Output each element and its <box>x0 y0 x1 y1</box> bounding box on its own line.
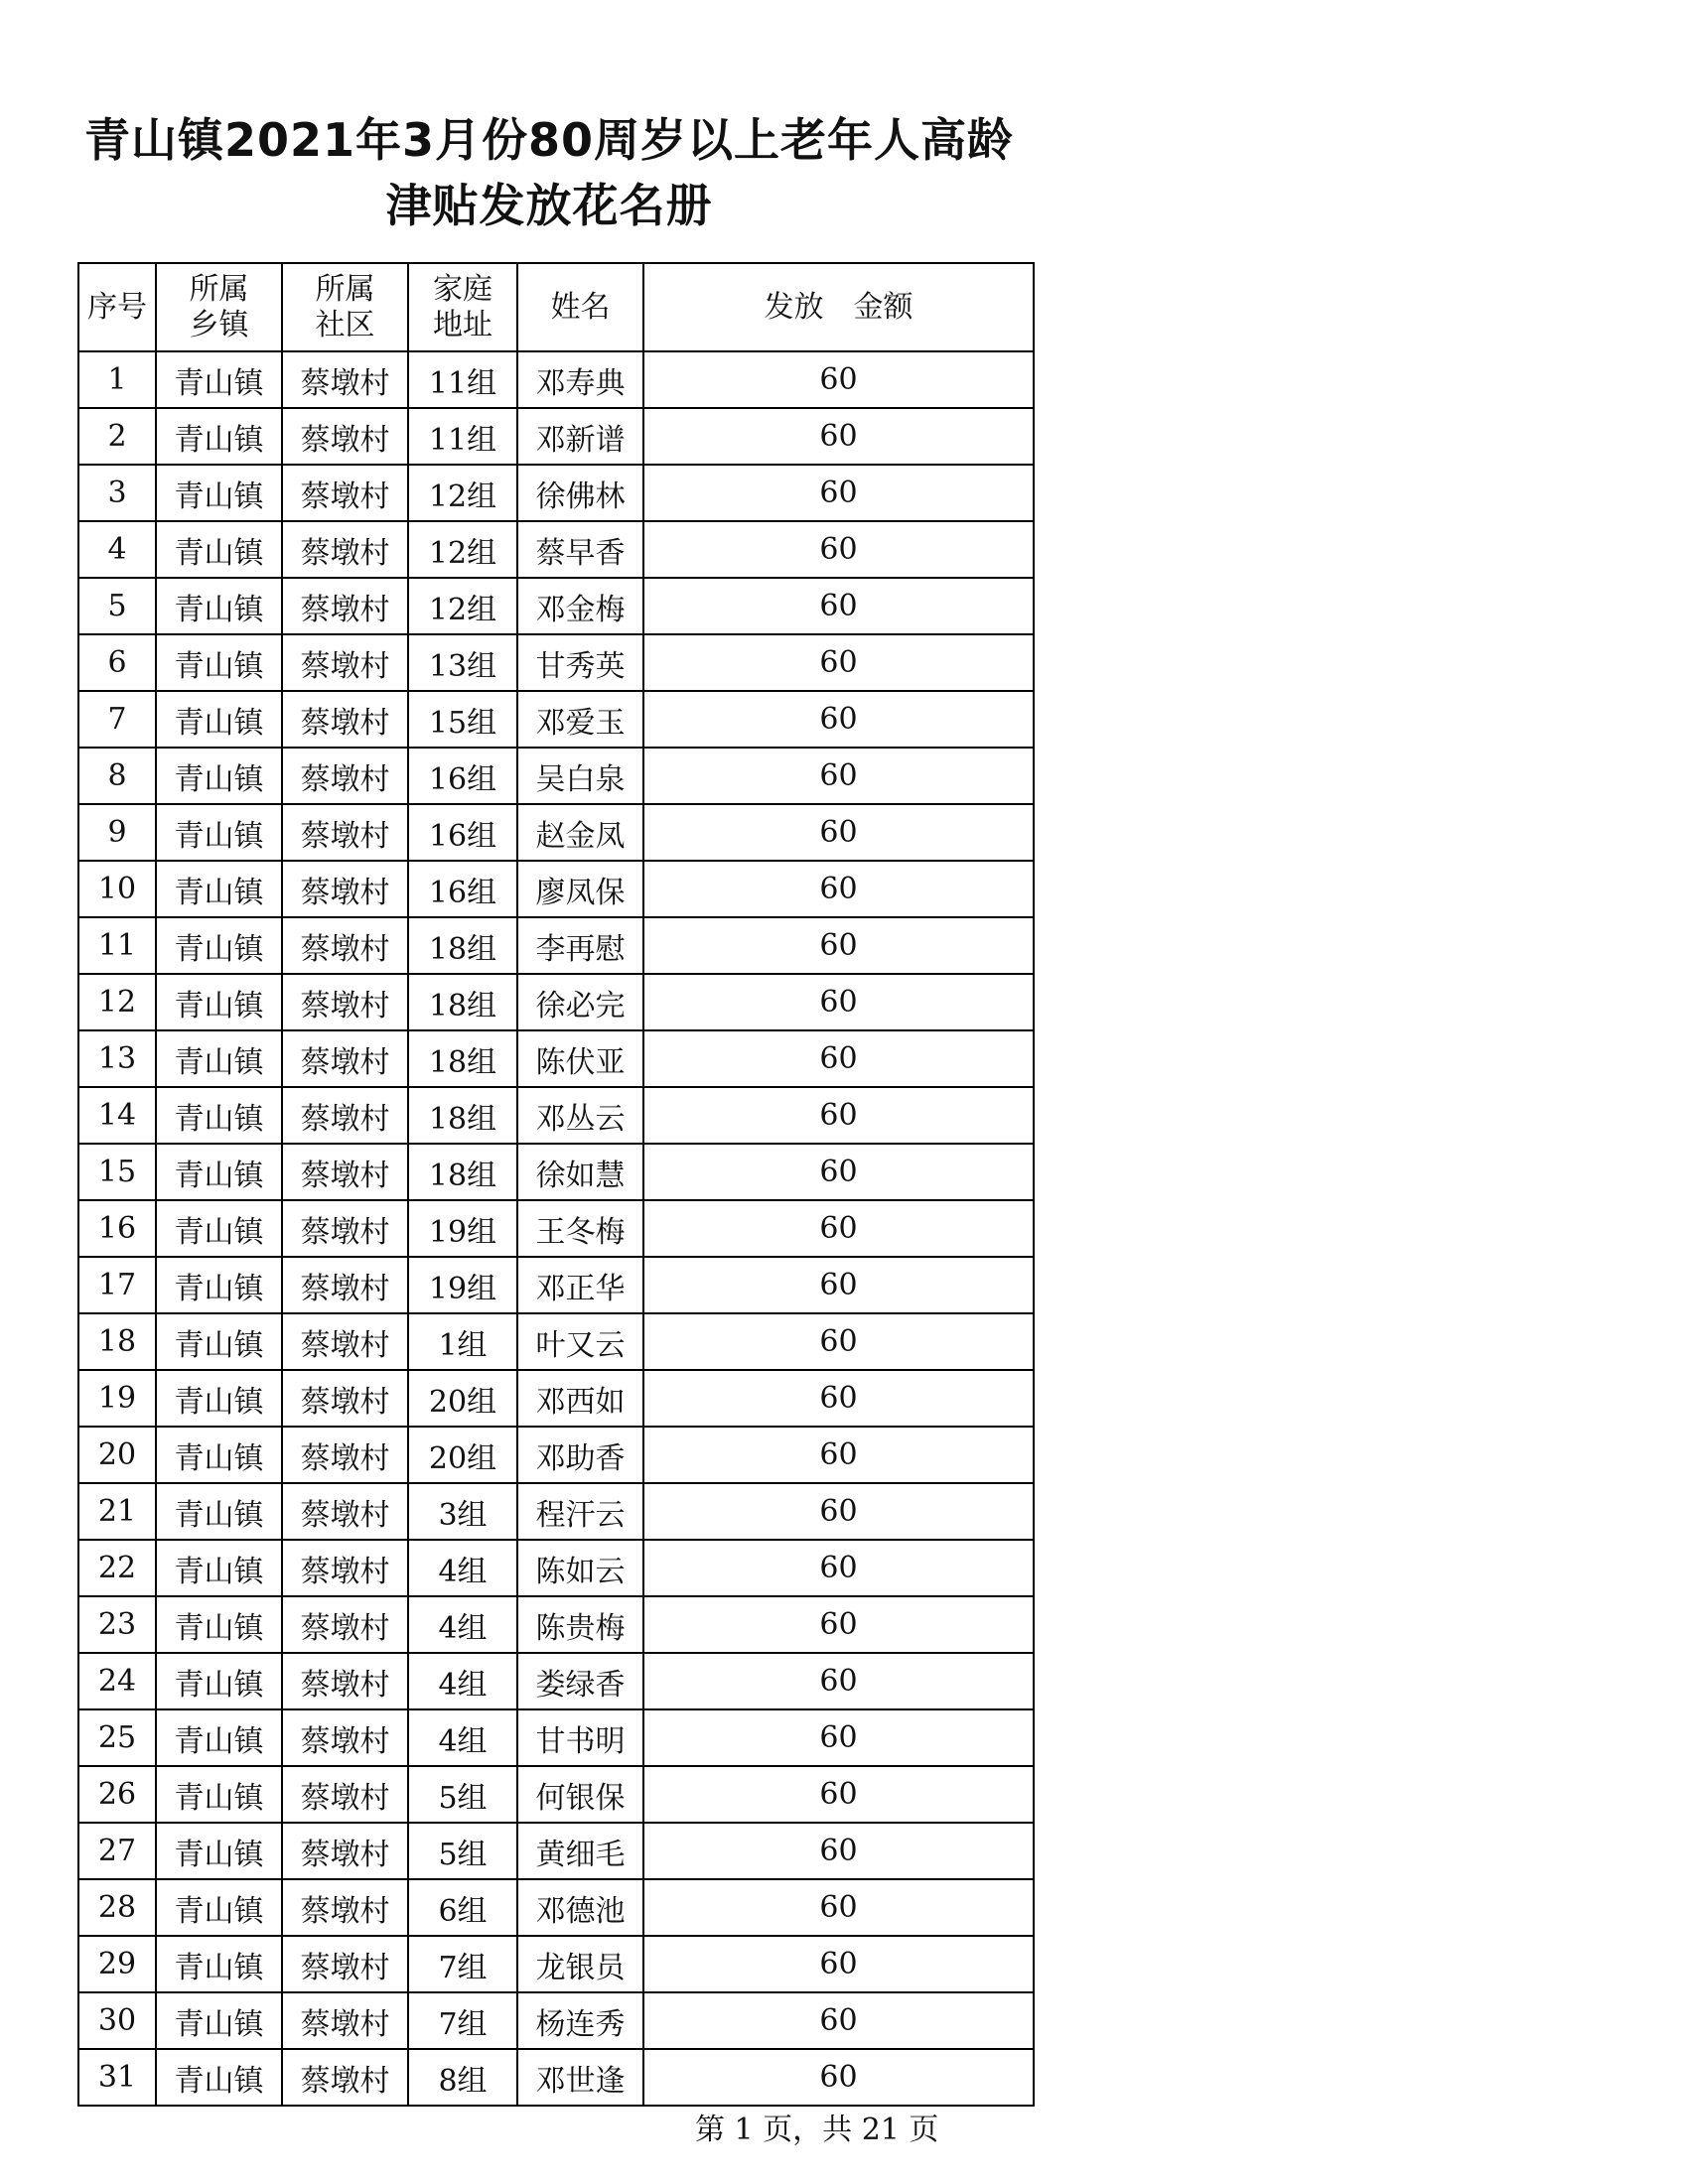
header-amount: 发放 金额 <box>643 263 1034 351</box>
cell-address: 4组 <box>408 1653 517 1709</box>
document-title <box>77 107 1021 238</box>
cell-address: 18组 <box>408 1144 517 1200</box>
cell-amount: 60 <box>643 1879 1034 1936</box>
cell-name: 陈贵梅 <box>517 1596 643 1653</box>
cell-community: 蔡墩村 <box>282 1540 408 1596</box>
cell-name: 邓新谱 <box>517 408 643 465</box>
cell-amount: 60 <box>643 917 1034 974</box>
cell-name: 程汗云 <box>517 1483 643 1540</box>
cell-amount: 60 <box>643 408 1034 465</box>
cell-community: 蔡墩村 <box>282 465 408 521</box>
cell-amount: 60 <box>643 1936 1034 1992</box>
table-row <box>78 1087 1034 1144</box>
table-row <box>78 1257 1034 1313</box>
table-row <box>78 1823 1034 1879</box>
table-row <box>78 804 1034 861</box>
cell-community: 蔡墩村 <box>282 1709 408 1766</box>
cell-address: 11组 <box>408 351 517 408</box>
cell-name: 李再慰 <box>517 917 643 974</box>
cell-name: 黄细毛 <box>517 1823 643 1879</box>
cell-town: 青山镇 <box>156 521 282 578</box>
cell-community: 蔡墩村 <box>282 1936 408 1992</box>
cell-seq: 4 <box>78 521 156 578</box>
header-address: 家庭 地址 <box>408 263 517 351</box>
cell-town: 青山镇 <box>156 1087 282 1144</box>
cell-address: 5组 <box>408 1766 517 1823</box>
cell-community: 蔡墩村 <box>282 521 408 578</box>
cell-town: 青山镇 <box>156 861 282 917</box>
table-row <box>78 1709 1034 1766</box>
cell-town: 青山镇 <box>156 1709 282 1766</box>
cell-address: 19组 <box>408 1257 517 1313</box>
table-row <box>78 1313 1034 1370</box>
cell-address: 15组 <box>408 691 517 748</box>
cell-seq: 24 <box>78 1653 156 1709</box>
cell-community: 蔡墩村 <box>282 1313 408 1370</box>
cell-amount: 60 <box>643 465 1034 521</box>
cell-amount: 60 <box>643 1313 1034 1370</box>
cell-community: 蔡墩村 <box>282 1596 408 1653</box>
cell-seq: 6 <box>78 634 156 691</box>
cell-amount: 60 <box>643 1087 1034 1144</box>
cell-amount: 60 <box>643 578 1034 634</box>
cell-name: 徐如慧 <box>517 1144 643 1200</box>
subsidy-roster-table <box>77 262 1035 2107</box>
cell-seq: 12 <box>78 974 156 1030</box>
cell-community: 蔡墩村 <box>282 1200 408 1257</box>
cell-amount: 60 <box>643 691 1034 748</box>
table-row <box>78 1766 1034 1823</box>
cell-address: 12组 <box>408 465 517 521</box>
cell-town: 青山镇 <box>156 1596 282 1653</box>
cell-address: 18组 <box>408 917 517 974</box>
cell-name: 赵金凤 <box>517 804 643 861</box>
cell-address: 18组 <box>408 1087 517 1144</box>
cell-amount: 60 <box>643 521 1034 578</box>
table-row <box>78 748 1034 804</box>
cell-community: 蔡墩村 <box>282 634 408 691</box>
cell-seq: 21 <box>78 1483 156 1540</box>
cell-name: 徐佛林 <box>517 465 643 521</box>
table-row <box>78 691 1034 748</box>
cell-community: 蔡墩村 <box>282 1087 408 1144</box>
cell-name: 甘书明 <box>517 1709 643 1766</box>
cell-address: 6组 <box>408 1879 517 1936</box>
cell-name: 邓丛云 <box>517 1087 643 1144</box>
cell-town: 青山镇 <box>156 408 282 465</box>
table-row <box>78 1596 1034 1653</box>
cell-amount: 60 <box>643 1483 1034 1540</box>
cell-amount: 60 <box>643 634 1034 691</box>
header-name: 姓名 <box>517 263 643 351</box>
cell-seq: 27 <box>78 1823 156 1879</box>
table-row <box>78 917 1034 974</box>
table-row <box>78 1879 1034 1936</box>
cell-amount: 60 <box>643 2049 1034 2106</box>
title-line-1: 青山镇2021年3月份80周岁以上老年人高龄 <box>83 113 1015 167</box>
table-row <box>78 1370 1034 1427</box>
cell-seq: 19 <box>78 1370 156 1427</box>
cell-seq: 3 <box>78 465 156 521</box>
cell-community: 蔡墩村 <box>282 1483 408 1540</box>
cell-community: 蔡墩村 <box>282 408 408 465</box>
cell-amount: 60 <box>643 351 1034 408</box>
cell-amount: 60 <box>643 1596 1034 1653</box>
cell-name: 邓金梅 <box>517 578 643 634</box>
cell-address: 12组 <box>408 521 517 578</box>
cell-address: 5组 <box>408 1823 517 1879</box>
cell-address: 4组 <box>408 1596 517 1653</box>
cell-address: 11组 <box>408 408 517 465</box>
cell-town: 青山镇 <box>156 1540 282 1596</box>
cell-community: 蔡墩村 <box>282 1766 408 1823</box>
cell-seq: 10 <box>78 861 156 917</box>
cell-community: 蔡墩村 <box>282 748 408 804</box>
cell-name: 王冬梅 <box>517 1200 643 1257</box>
cell-name: 吴白泉 <box>517 748 643 804</box>
cell-seq: 26 <box>78 1766 156 1823</box>
cell-name: 陈如云 <box>517 1540 643 1596</box>
cell-community: 蔡墩村 <box>282 691 408 748</box>
cell-name: 龙银员 <box>517 1936 643 1992</box>
table-row <box>78 634 1034 691</box>
cell-address: 8组 <box>408 2049 517 2106</box>
table-row <box>78 465 1034 521</box>
cell-address: 16组 <box>408 748 517 804</box>
cell-amount: 60 <box>643 804 1034 861</box>
table-row <box>78 1030 1034 1087</box>
cell-seq: 14 <box>78 1087 156 1144</box>
cell-amount: 60 <box>643 1540 1034 1596</box>
cell-name: 邓寿典 <box>517 351 643 408</box>
cell-town: 青山镇 <box>156 1370 282 1427</box>
cell-amount: 60 <box>643 1030 1034 1087</box>
cell-amount: 60 <box>643 1992 1034 2049</box>
cell-address: 12组 <box>408 578 517 634</box>
table-row <box>78 1483 1034 1540</box>
cell-town: 青山镇 <box>156 1313 282 1370</box>
cell-name: 廖凤保 <box>517 861 643 917</box>
table-row <box>78 1144 1034 1200</box>
cell-amount: 60 <box>643 974 1034 1030</box>
cell-town: 青山镇 <box>156 1879 282 1936</box>
cell-name: 邓助香 <box>517 1427 643 1483</box>
table-body <box>78 351 1034 2106</box>
cell-address: 7组 <box>408 1992 517 2049</box>
cell-town: 青山镇 <box>156 804 282 861</box>
cell-address: 19组 <box>408 1200 517 1257</box>
cell-seq: 17 <box>78 1257 156 1313</box>
cell-community: 蔡墩村 <box>282 974 408 1030</box>
table-row <box>78 1992 1034 2049</box>
header-town: 所属 乡镇 <box>156 263 282 351</box>
cell-amount: 60 <box>643 1200 1034 1257</box>
cell-town: 青山镇 <box>156 1936 282 1992</box>
cell-seq: 2 <box>78 408 156 465</box>
cell-address: 7组 <box>408 1936 517 1992</box>
cell-amount: 60 <box>643 1709 1034 1766</box>
cell-community: 蔡墩村 <box>282 1653 408 1709</box>
cell-seq: 18 <box>78 1313 156 1370</box>
cell-amount: 60 <box>643 1427 1034 1483</box>
cell-town: 青山镇 <box>156 1200 282 1257</box>
cell-community: 蔡墩村 <box>282 1144 408 1200</box>
cell-name: 叶又云 <box>517 1313 643 1370</box>
cell-town: 青山镇 <box>156 1257 282 1313</box>
cell-address: 20组 <box>408 1370 517 1427</box>
cell-name: 何银保 <box>517 1766 643 1823</box>
cell-community: 蔡墩村 <box>282 2049 408 2106</box>
cell-address: 18组 <box>408 974 517 1030</box>
cell-seq: 1 <box>78 351 156 408</box>
table-row <box>78 578 1034 634</box>
table-row <box>78 861 1034 917</box>
table-row <box>78 351 1034 408</box>
title-line-2: 津贴发放花名册 <box>385 179 713 232</box>
cell-seq: 15 <box>78 1144 156 1200</box>
cell-name: 邓正华 <box>517 1257 643 1313</box>
cell-seq: 9 <box>78 804 156 861</box>
cell-name: 邓世逢 <box>517 2049 643 2106</box>
cell-town: 青山镇 <box>156 691 282 748</box>
cell-address: 4组 <box>408 1709 517 1766</box>
table-row <box>78 1427 1034 1483</box>
cell-address: 16组 <box>408 804 517 861</box>
cell-name: 蔡早香 <box>517 521 643 578</box>
cell-name: 徐必完 <box>517 974 643 1030</box>
cell-seq: 16 <box>78 1200 156 1257</box>
header-seq: 序号 <box>78 263 156 351</box>
page-footer: 第 1 页，共 21 页 <box>695 2113 939 2147</box>
cell-seq: 25 <box>78 1709 156 1766</box>
cell-address: 3组 <box>408 1483 517 1540</box>
cell-seq: 29 <box>78 1936 156 1992</box>
cell-town: 青山镇 <box>156 1483 282 1540</box>
table-row <box>78 1200 1034 1257</box>
cell-seq: 20 <box>78 1427 156 1483</box>
cell-seq: 30 <box>78 1992 156 2049</box>
cell-seq: 5 <box>78 578 156 634</box>
cell-town: 青山镇 <box>156 1427 282 1483</box>
cell-town: 青山镇 <box>156 1653 282 1709</box>
cell-town: 青山镇 <box>156 974 282 1030</box>
table-row <box>78 974 1034 1030</box>
cell-address: 16组 <box>408 861 517 917</box>
header-community: 所属 社区 <box>282 263 408 351</box>
table-row <box>78 521 1034 578</box>
cell-address: 20组 <box>408 1427 517 1483</box>
cell-community: 蔡墩村 <box>282 917 408 974</box>
cell-town: 青山镇 <box>156 748 282 804</box>
cell-address: 18组 <box>408 1030 517 1087</box>
cell-amount: 60 <box>643 861 1034 917</box>
cell-seq: 7 <box>78 691 156 748</box>
cell-amount: 60 <box>643 1766 1034 1823</box>
cell-seq: 11 <box>78 917 156 974</box>
cell-name: 娄绿香 <box>517 1653 643 1709</box>
cell-town: 青山镇 <box>156 1144 282 1200</box>
cell-amount: 60 <box>643 1823 1034 1879</box>
cell-community: 蔡墩村 <box>282 1823 408 1879</box>
cell-amount: 60 <box>643 1653 1034 1709</box>
cell-community: 蔡墩村 <box>282 578 408 634</box>
cell-community: 蔡墩村 <box>282 351 408 408</box>
cell-community: 蔡墩村 <box>282 1992 408 2049</box>
cell-town: 青山镇 <box>156 2049 282 2106</box>
cell-seq: 28 <box>78 1879 156 1936</box>
table-row <box>78 2049 1034 2106</box>
cell-name: 甘秀英 <box>517 634 643 691</box>
cell-community: 蔡墩村 <box>282 804 408 861</box>
cell-seq: 23 <box>78 1596 156 1653</box>
cell-community: 蔡墩村 <box>282 1427 408 1483</box>
cell-name: 邓爱玉 <box>517 691 643 748</box>
cell-town: 青山镇 <box>156 578 282 634</box>
cell-town: 青山镇 <box>156 1030 282 1087</box>
cell-amount: 60 <box>643 1257 1034 1313</box>
table-row <box>78 1936 1034 1992</box>
cell-community: 蔡墩村 <box>282 1030 408 1087</box>
cell-town: 青山镇 <box>156 465 282 521</box>
cell-address: 1组 <box>408 1313 517 1370</box>
table-row <box>78 408 1034 465</box>
cell-town: 青山镇 <box>156 351 282 408</box>
table-row <box>78 1540 1034 1596</box>
cell-seq: 8 <box>78 748 156 804</box>
cell-community: 蔡墩村 <box>282 1370 408 1427</box>
cell-address: 13组 <box>408 634 517 691</box>
cell-address: 4组 <box>408 1540 517 1596</box>
cell-amount: 60 <box>643 748 1034 804</box>
cell-amount: 60 <box>643 1144 1034 1200</box>
cell-seq: 31 <box>78 2049 156 2106</box>
cell-community: 蔡墩村 <box>282 861 408 917</box>
cell-name: 邓西如 <box>517 1370 643 1427</box>
cell-community: 蔡墩村 <box>282 1257 408 1313</box>
cell-name: 杨连秀 <box>517 1992 643 2049</box>
cell-seq: 22 <box>78 1540 156 1596</box>
cell-town: 青山镇 <box>156 634 282 691</box>
cell-seq: 13 <box>78 1030 156 1087</box>
cell-name: 陈伏亚 <box>517 1030 643 1087</box>
cell-town: 青山镇 <box>156 1823 282 1879</box>
cell-town: 青山镇 <box>156 1992 282 2049</box>
cell-amount: 60 <box>643 1370 1034 1427</box>
cell-community: 蔡墩村 <box>282 1879 408 1936</box>
cell-name: 邓德池 <box>517 1879 643 1936</box>
cell-town: 青山镇 <box>156 1766 282 1823</box>
cell-town: 青山镇 <box>156 917 282 974</box>
table-row <box>78 1653 1034 1709</box>
table-header-row <box>78 263 1034 351</box>
